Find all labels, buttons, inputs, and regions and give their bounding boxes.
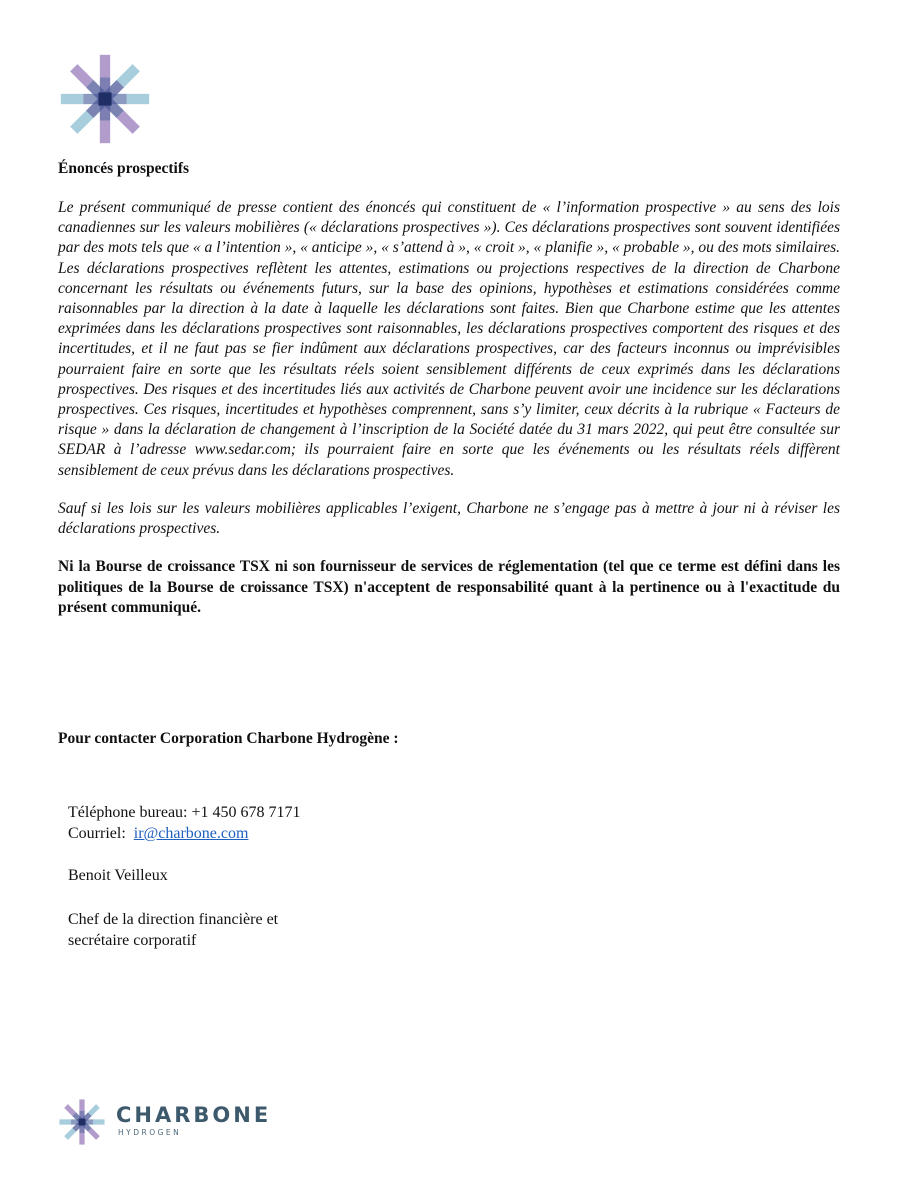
brand-subtitle: HYDROGEN — [118, 1128, 182, 1137]
phone-line: Téléphone bureau: +1 450 678 7171 — [68, 804, 301, 821]
contact-title-line-1: Chef de la direction financière et — [68, 911, 279, 928]
charbone-star-icon — [58, 1098, 106, 1146]
charbone-star-icon — [58, 52, 152, 146]
brand-wordmark — [116, 1103, 271, 1137]
section-heading: Énoncés prospectifs — [58, 160, 190, 177]
forward-looking-paragraph: Le présent communiqué de presse contient des énoncés qui constituent de « l’information prospective » au sens des lois canadiennes sur les valeurs mobilières (« déclarations prospectives »). Ces déclarations prospectives sont souvent identifiées par des mots tels que « a l’intention », « anticipe », « s’attend à », « croit », « planifie », « probable », ou des mots similaires. Les déclarations prospectives reflètent les attentes, estimations ou projections respectives de la direction de Charbone concernant les résultats ou événements futurs, sur la base des opinions, hypothèses et estimations considérées comme raisonnables par la direction à la date à laquelle les déclarations sont faites. Bien que Charbone estime que les attentes exprimées dans les déclarations prospectives sont raisonnables, les déclarations prospectives comportent des risques et des incertitudes, et il ne faut pas se fier indûment aux déclarations prospectives, car des facteurs inconnus ou imprévisibles pourraient faire en sorte que les résultats réels soient sensiblement différents de ceux exprimés dans les déclarations prospectives. Des risques et des incertitudes liés aux activités de Charbone peuvent avoir une incidence sur les déclarations prospectives. Ces risques, incertitudes et hypothèses comprennent, sans s’y limiter, ceux décrits à la rubrique « Facteurs de risque » dans la déclaration de changement à l’inscription de la Société datée du 31 mars 2022, qui peut être consultée sur SEDAR à l’adresse www.sedar.com; ils pourraient faire en sorte que les événements ou les résultats réels diffèrent sensiblement de ceux prévus dans les déclarations prospectives. — [58, 199, 840, 479]
contact-name: Benoit Veilleux — [68, 867, 168, 884]
tsx-disclaimer-paragraph: Ni la Bourse de croissance TSX ni son fournisseur de services de réglementation (tel que ce terme est défini dans les politiques de la Bourse de croissance TSX) n'acceptent de responsabilité quant à la pertinence ou à l'exactitude du présent communiqué. — [58, 558, 840, 617]
contact-heading: Pour contacter Corporation Charbone Hydrogène : — [58, 730, 399, 747]
contact-title — [68, 909, 278, 951]
email-label: Courriel: — [68, 825, 134, 842]
contact-title-line-2: secrétaire corporatif — [68, 932, 197, 949]
email-link[interactable]: ir@charbone.com — [133, 825, 249, 842]
email-line — [68, 823, 301, 844]
update-disclaimer-paragraph: Sauf si les lois sur les valeurs mobilières applicables l’exigent, Charbone ne s’engage pas à mettre à jour ni à réviser les déclarations prospectives. — [58, 499, 840, 538]
brand-name: CHARBONE — [116, 1103, 272, 1127]
contact-details — [68, 802, 301, 844]
forward-looking-section — [58, 160, 840, 619]
